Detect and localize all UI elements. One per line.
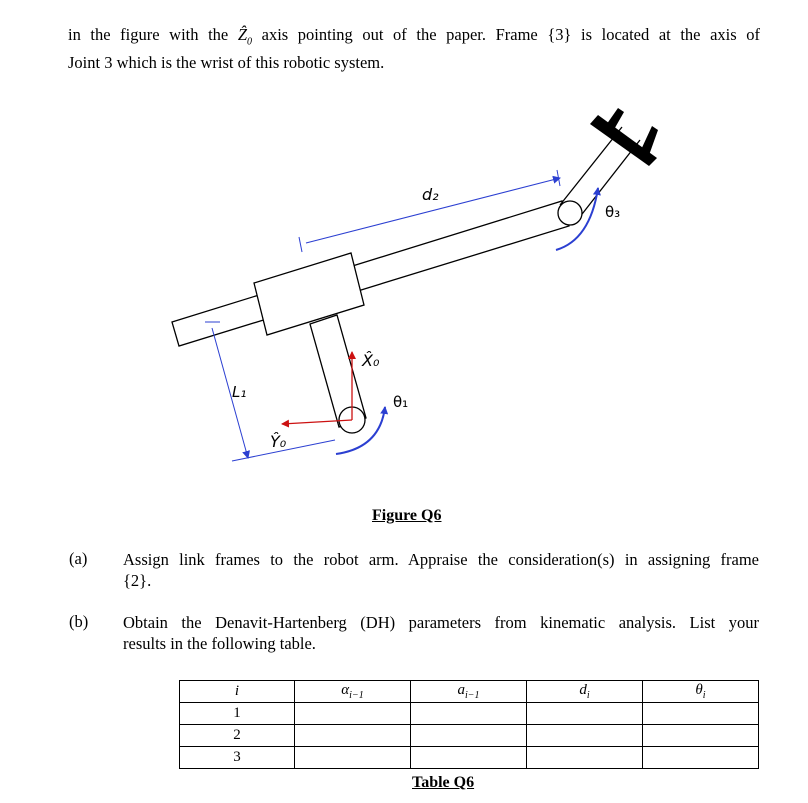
table-cell[interactable]: [295, 747, 411, 769]
x0-label: X̂₀: [362, 351, 380, 370]
slider-block: [254, 253, 364, 335]
question-b-text: [123, 612, 759, 654]
l1-label: L₁: [232, 383, 247, 401]
header-i: i: [180, 681, 295, 703]
gripper: [590, 108, 658, 166]
table-row: [180, 725, 759, 747]
question-b-line-1: Obtain the Denavit-Hartenberg (DH) parameters from kinematic analysis. List your: [123, 613, 759, 632]
joint-3-circle: [558, 201, 582, 225]
table-row: [180, 747, 759, 769]
z0-symbol: Ẑ$_0$: [237, 25, 253, 48]
table-caption: Table Q6: [412, 774, 475, 791]
table-cell[interactable]: [527, 747, 643, 769]
table-cell[interactable]: [643, 725, 759, 747]
table-cell[interactable]: [411, 725, 527, 747]
table-cell[interactable]: [411, 703, 527, 725]
table-cell[interactable]: [411, 747, 527, 769]
theta1-label: θ₁: [393, 393, 409, 411]
dh-parameter-table: [179, 680, 759, 769]
table-cell[interactable]: [295, 725, 411, 747]
intro-line-1: in the figure with the Ẑ$_0$ axis pointing out of the paper. Frame {3} is located at the axis of: [68, 25, 760, 48]
y0-label: Ŷ₀: [270, 432, 287, 451]
question-b-line-2: results in the following table.: [123, 634, 316, 653]
table-row: [180, 703, 759, 725]
table-cell[interactable]: [643, 747, 759, 769]
row-index: 2: [180, 725, 295, 747]
table-cell[interactable]: [527, 725, 643, 747]
d2-label: d₂: [422, 185, 439, 204]
table-cell[interactable]: [527, 703, 643, 725]
question-a-label: (a): [69, 549, 88, 568]
prismatic-link: [172, 201, 569, 346]
header-a: $a_{i-1}$: [411, 681, 527, 703]
table-cell[interactable]: [643, 703, 759, 725]
question-a-line-2: {2}.: [123, 571, 152, 590]
table-cell[interactable]: [295, 703, 411, 725]
row-index: 1: [180, 703, 295, 725]
question-b-label: (b): [69, 612, 89, 631]
question-a-line-1: Assign link frames to the robot arm. Appraise the consideration(s) in assigning frame: [123, 550, 759, 569]
question-a-text: [123, 549, 759, 591]
table-header-row: [180, 681, 759, 703]
row-index: 3: [180, 747, 295, 769]
theta3-label: θ₃: [605, 203, 621, 221]
header-d: $d_i$: [527, 681, 643, 703]
header-alpha: $\alpha_{i-1}$: [295, 681, 411, 703]
header-theta: $\theta_i$: [643, 681, 759, 703]
intro-line-2: Joint 3 which is the wrist of this robotic system.: [68, 53, 385, 73]
figure-caption: Figure Q6: [372, 507, 442, 524]
